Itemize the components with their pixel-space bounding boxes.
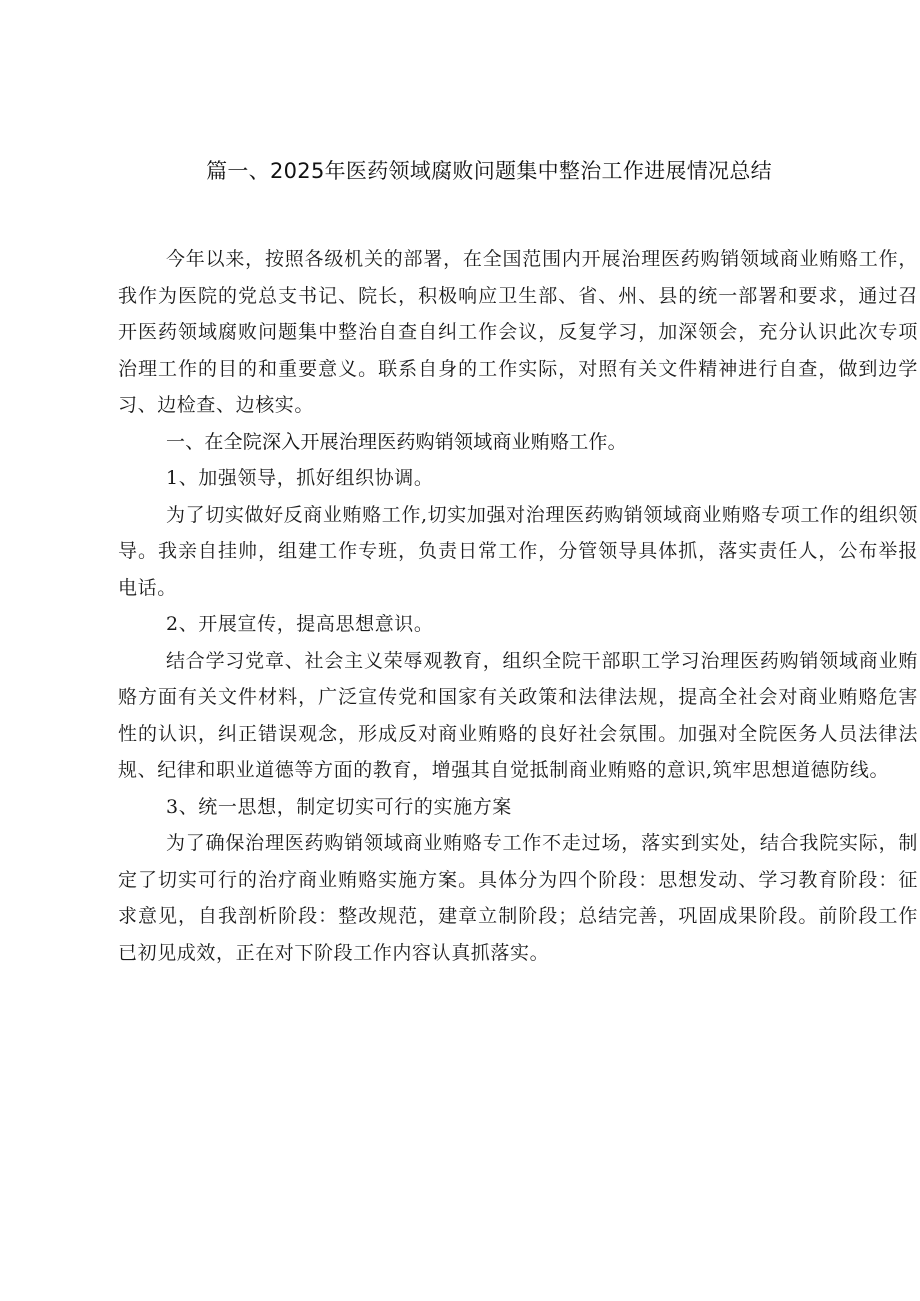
subheading-3: 3、统一思想，制定切实可行的实施方案 [166,795,512,818]
subheading-1: 1、加强领导，抓好组织协调。 [166,467,434,489]
paragraph-implementation: 为了确保治理医药购销领域商业贿赂专工作不走过场，落实到实处，结合我院实际，制定了切实可行的治疗商业贿赂实施方案。具体分为四个阶段：思想发动、学习教育阶段：征求意见，自我剖析阶段：整改规范，建章立制阶段；总结完善，巩固成果阶段。前阶段工作已初见成效，正在对下阶段工作内容认真抓落实。 [118,832,918,964]
subheading-2: 2、开展宣传，提高思想意识。 [166,613,434,635]
document-body [118,241,918,971]
document-title: 篇一、2025年医药领域腐败问题集中整治工作进展情况总结 [206,159,772,183]
section-heading-1: 一、在全院深入开展治理医药购销领域商业贿赂工作。 [166,430,627,453]
paragraph-intro: 今年以来，按照各级机关的部署，在全国范围内开展治理医药购销领域商业贿赂工作，我作为医院的党总支书记、院长，积极响应卫生部、省、州、县的统一部署和要求，通过召开医药领域腐败问题集中整治自查自纠工作会议，反复学习，加深领会，充分认识此次专项治理工作的目的和重要意义。联系自身的工作实际，对照有关文件精神进行自查，做到边学习、边检查、边核实。 [118,248,918,416]
paragraph-leadership: 为了切实做好反商业贿赂工作,切实加强对治理医药购销领域商业贿赂专项工作的组织领导。我亲自挂帅，组建工作专班，负责日常工作，分管领导具体抓，落实责任人，公布举报电话。 [118,503,918,599]
paragraph-publicity: 结合学习党章、社会主义荣辱观教育，组织全院干部职工学习治理医药购销领域商业贿赂方面有关文件材料，广泛宣传党和国家有关政策和法律法规，提高全社会对商业贿赂危害性的认识，纠正错误观念，形成反对商业贿赂的良好社会氛围。加强对全院医务人员法律法规、纪律和职业道德等方面的教育，增强其自觉抵制商业贿赂的意识,筑牢思想道德防线。 [118,649,918,781]
